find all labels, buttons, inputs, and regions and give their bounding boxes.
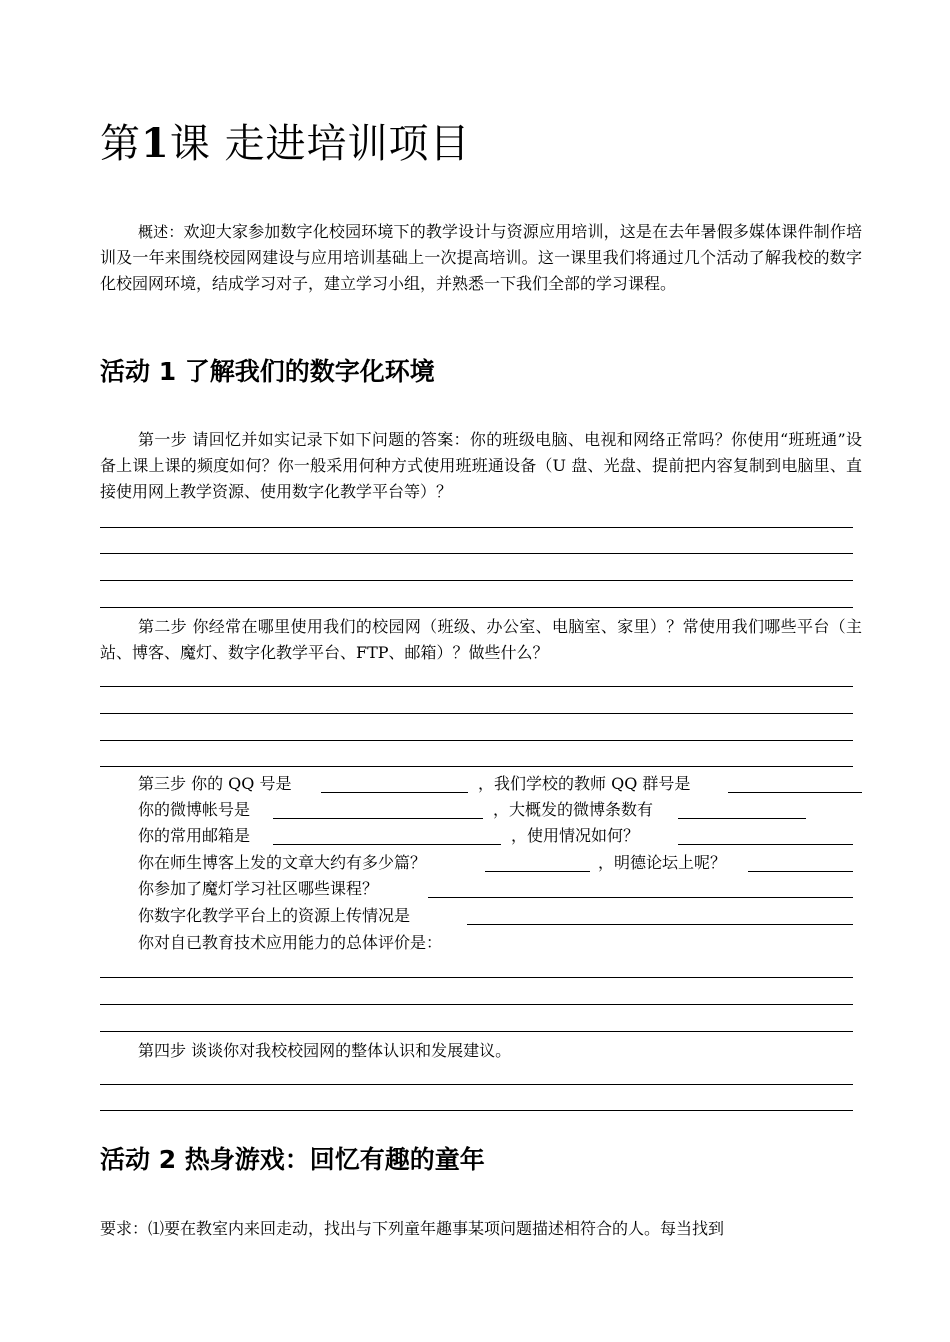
- moodle-blank[interactable]: [428, 897, 853, 898]
- platform-label: 你数字化教学平台上的资源上传情况是: [138, 906, 411, 925]
- weibo-label: 你的微博帐号是: [138, 800, 251, 819]
- activity1-heading: 活动 1 了解我们的数字化环境: [100, 357, 435, 386]
- answer-line: [100, 1004, 853, 1005]
- answer-line: [100, 766, 853, 767]
- answer-line: [100, 686, 853, 687]
- platform-blank[interactable]: [467, 924, 853, 925]
- forum-label: ，明德论坛上呢？: [598, 853, 727, 872]
- answer-line: [100, 553, 853, 554]
- step3-row-moodle: [138, 878, 853, 902]
- answer-line: [100, 1084, 853, 1085]
- answer-line: [100, 977, 853, 978]
- lesson-title: 第1课 走进培训项目: [100, 120, 471, 167]
- answer-line: [100, 1031, 853, 1032]
- email-blank[interactable]: [273, 844, 501, 845]
- moodle-label: 你参加了魔灯学习社区哪些课程？: [138, 879, 379, 898]
- qq-group-label: ，我们学校的教师 QQ 群号是: [478, 774, 691, 793]
- email-label: 你的常用邮箱是: [138, 826, 251, 845]
- step3-row-self-eval: [138, 932, 853, 956]
- blog-blank[interactable]: [485, 871, 590, 872]
- answer-line: [100, 1110, 853, 1111]
- overview-paragraph: 概述：欢迎大家参加数字化校园环境下的教学设计与资源应用培训，这是在去年暑假多媒体课件制作培训及一年来围绕校园网建设与应用培训基础上一次提高培训。这一课里我们将通过几个活动了解我校的数字化校园网环境，结成学习对子，建立学习小组，并熟悉一下我们全部的学习课程。: [100, 222, 862, 293]
- step3-row-weibo: [138, 799, 808, 823]
- email-usage-blank[interactable]: [678, 844, 853, 845]
- blog-label: 你在师生博客上发的文章大约有多少篇？: [138, 853, 427, 872]
- answer-line: [100, 607, 853, 608]
- self-eval-label: 你对自已教育技术应用能力的总体评价是：: [138, 933, 443, 952]
- step3-row-platform: [138, 905, 853, 929]
- weibo-count-blank[interactable]: [678, 818, 806, 819]
- step4-row: [138, 1040, 853, 1064]
- answer-line: [100, 740, 853, 741]
- forum-blank[interactable]: [748, 871, 853, 872]
- email-usage-label: ，使用情况如何？: [511, 826, 640, 845]
- answer-line: [100, 713, 853, 714]
- activity2-requirement: 要求：⑴要在教室内来回走动，找出与下列童年趣事某项问题描述相符合的人。每当找到: [100, 1219, 725, 1238]
- step3-row-qq: [138, 773, 862, 797]
- qq-blank[interactable]: [321, 792, 468, 793]
- step4-label: 第四步 谈谈你对我校校园网的整体认识和发展建议。: [138, 1041, 512, 1060]
- qq-group-blank[interactable]: [728, 792, 862, 793]
- weibo-blank[interactable]: [273, 818, 483, 819]
- overview-label: 概述：: [138, 223, 184, 241]
- activity2-heading: 活动 2 热身游戏：回忆有趣的童年: [100, 1145, 485, 1174]
- qq-label: 第三步 你的 QQ 号是: [138, 774, 292, 793]
- answer-line: [100, 527, 853, 528]
- answer-line: [100, 580, 853, 581]
- step3-row-blog: [138, 852, 853, 876]
- step1-paragraph: 第一步 请回忆并如实记录下如下问题的答案：你的班级电脑、电视和网络正常吗？你使用“班班通”设备上课上课的频度如何？你一般采用何种方式使用班班通设备（U 盘、光盘、提前把内容复制到电脑里、直接使用网上教学资源、使用数字化教学平台等）？: [100, 430, 862, 501]
- weibo-count-label: ，大概发的微博条数有: [493, 800, 654, 819]
- step2-paragraph: 第二步 你经常在哪里使用我们的校园网（班级、办公室、电脑室、家里）？常使用我们哪些平台（主站、博客、魔灯、数字化教学平台、FTP、邮箱）？做些什么？: [100, 617, 862, 662]
- step3-row-email: [138, 825, 853, 849]
